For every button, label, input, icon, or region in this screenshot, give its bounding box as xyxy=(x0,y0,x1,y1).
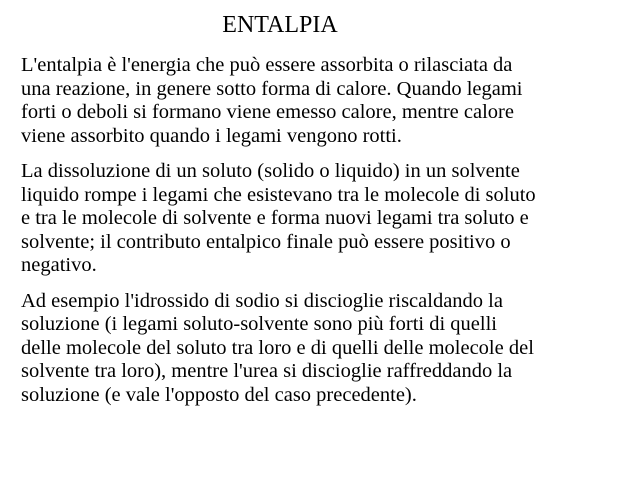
slide-title: ENTALPIA xyxy=(222,12,338,38)
slide-body xyxy=(21,54,633,419)
paragraph-dissolution: La dissoluzione di un soluto (solido o liquido) in un solvente liquido rompe i legami che esistevano tra le molecole di soluto e tra le molecole di solvente e forma nuovi legami tra soluto e solvente; il contributo entalpico finale può essere positivo o negativo. xyxy=(21,160,536,276)
paragraph-enthalpy-definition: L'entalpia è l'energia che può essere assorbita o rilasciata da una reazione, in genere sotto forma di calore. Quando legami forti o deboli si formano viene emesso calore, mentre calore viene assorbito quando i legami vengono rotti. xyxy=(21,54,523,147)
paragraph-example: Ad esempio l'idrossido di sodio si discioglie riscaldando la soluzione (i legami soluto-solvente sono più forti di quelli delle molecole del soluto tra loro e di quelli delle molecole del solvente tra loro), mentre l'urea si discioglie raffreddando la soluzione (e vale l'opposto del caso precedente). xyxy=(21,289,534,406)
